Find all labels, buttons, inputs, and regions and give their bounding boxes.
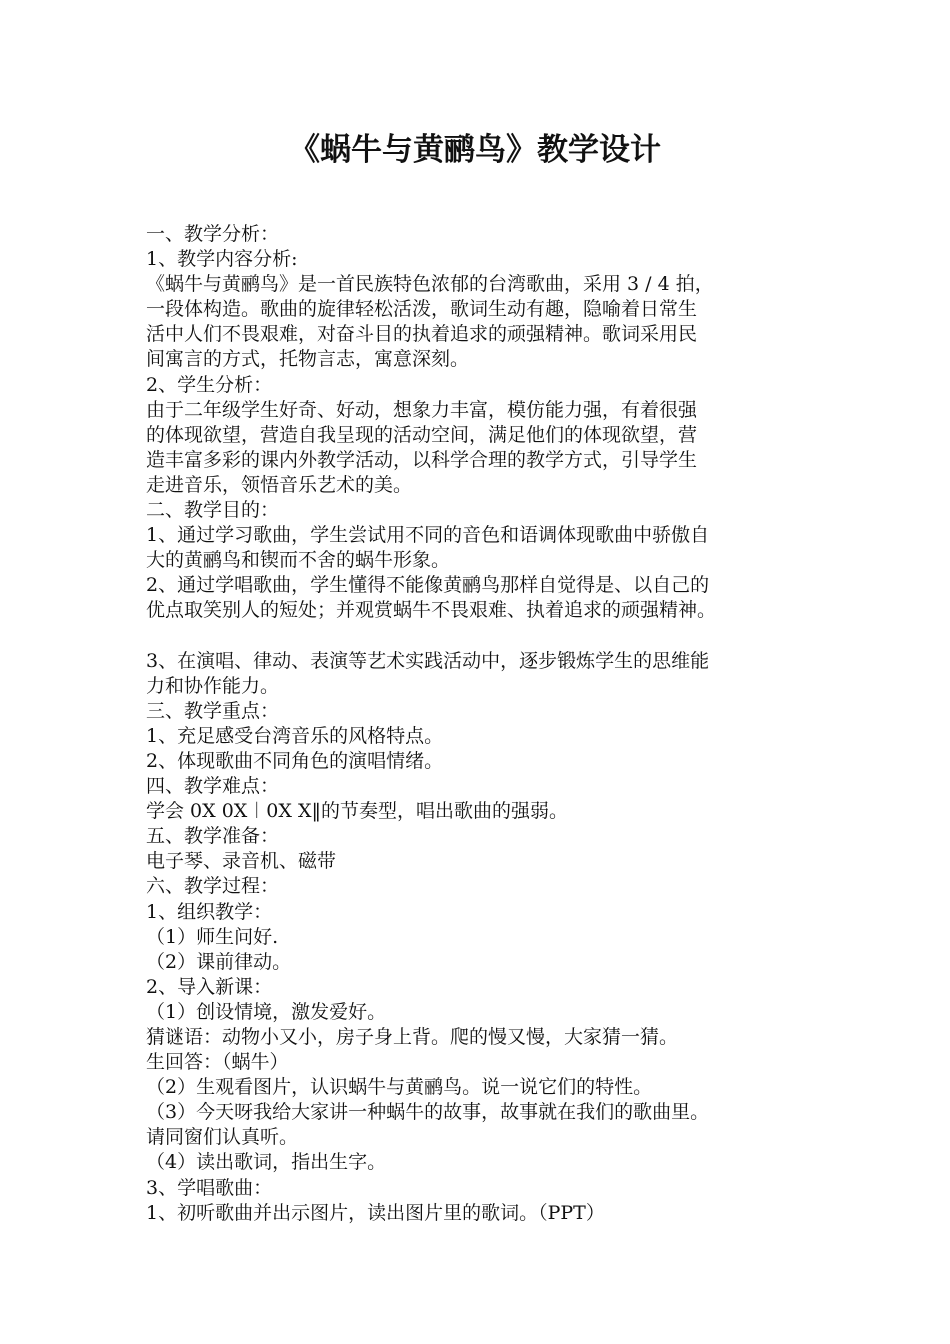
document-title: 《蜗牛与黄鹂鸟》教学设计 [289, 132, 661, 168]
paragraph-line: 造丰富多彩的课内外教学活动，以科学合理的教学方式，引导学生 [146, 448, 698, 471]
list-item: （1）创设情境，激发爱好。 [146, 1000, 387, 1023]
paragraph-line: 间寓言的方式，托物言志，寓意深刻。 [146, 348, 470, 371]
paragraph-line: 优点取笑别人的短处；并观赏蜗牛不畏艰难、执着追求的顽强精神。 [146, 599, 717, 622]
paragraph-line: 2、通过学唱歌曲，学生懂得不能像黄鹂鸟那样自觉得是、以自己的 [146, 574, 710, 597]
section-heading: 二、教学目的： [146, 499, 280, 522]
list-item: （4）读出歌词，指出生字。 [146, 1151, 387, 1174]
list-item: （2）生观看图片，认识蜗牛与黄鹂鸟。说一说它们的特性。 [146, 1076, 653, 1099]
list-item: 1、初听歌曲并出示图片，读出图片里的歌词。（PPT） [146, 1201, 605, 1224]
subsection-heading: 1、教学内容分析: [146, 248, 298, 271]
section-heading: 一、教学分析： [146, 223, 280, 245]
subsection-heading: 2、导入新课： [146, 975, 273, 998]
list-item: （1）师生问好. [146, 925, 279, 948]
paragraph-line: 3、在演唱、律动、表演等艺术实践活动中，逐步锻炼学生的思维能 [146, 649, 710, 672]
paragraph-line: 生回答：（蜗牛） [146, 1051, 289, 1074]
paragraph-line: 《蜗牛与黄鹂鸟》是一首民族特色浓郁的台湾歌曲，采用 3 / 4 拍， [146, 273, 714, 296]
paragraph-line: 走进音乐，领悟音乐艺术的美。 [146, 473, 413, 496]
section-heading: 三、教学重点： [146, 699, 280, 722]
paragraph-line: 活中人们不畏艰难，对奋斗目的执着追求的顽强精神。歌词采用民 [146, 323, 698, 346]
subsection-heading: 2、学生分析： [146, 373, 273, 396]
paragraph-line: 大的黄鹂鸟和锲而不舍的蜗牛形象。 [146, 549, 451, 572]
paragraph-line: 学会 0X 0X︱0X X‖的节奏型，唱出歌曲的强弱。 [146, 800, 568, 823]
list-item: （2）课前律动。 [146, 950, 292, 973]
paragraph-line: 的体现欲望，营造自我呈现的活动空间，满足他们的体现欲望，营 [146, 423, 698, 446]
subsection-heading: 3、学唱歌曲： [146, 1176, 273, 1199]
paragraph-line: 由于二年级学生好奇、好动，想象力丰富，模仿能力强，有着很强 [146, 398, 698, 421]
list-item: （3）今天呀我给大家讲一种蜗牛的故事，故事就在我们的歌曲里。 [146, 1101, 710, 1124]
blank-line [146, 624, 826, 649]
list-item: 1、充足感受台湾音乐的风格特点。 [146, 724, 444, 747]
document-body [146, 222, 826, 1226]
paragraph-line: 一段体构造。歌曲的旋律轻松活泼，歌词生动有趣，隐喻着日常生 [146, 298, 698, 321]
section-heading: 四、教学难点： [146, 775, 280, 798]
paragraph-line: 请同窗们认真听。 [146, 1126, 299, 1149]
paragraph-line: 力和协作能力。 [146, 674, 280, 697]
paragraph-line: 猜谜语：动物小又小，房子身上背。爬的慢又慢，大家猜一猜。 [146, 1026, 679, 1048]
paragraph-line: 电子琴、录音机、磁带 [146, 850, 337, 873]
paragraph-line: 1、通过学习歌曲，学生尝试用不同的音色和语调体现歌曲中骄傲自 [146, 524, 710, 547]
section-heading: 五、教学准备： [146, 825, 280, 848]
subsection-heading: 1、组织教学： [146, 900, 273, 923]
list-item: 2、体现歌曲不同角色的演唱情绪。 [146, 749, 444, 772]
section-heading: 六、教学过程： [146, 875, 280, 898]
